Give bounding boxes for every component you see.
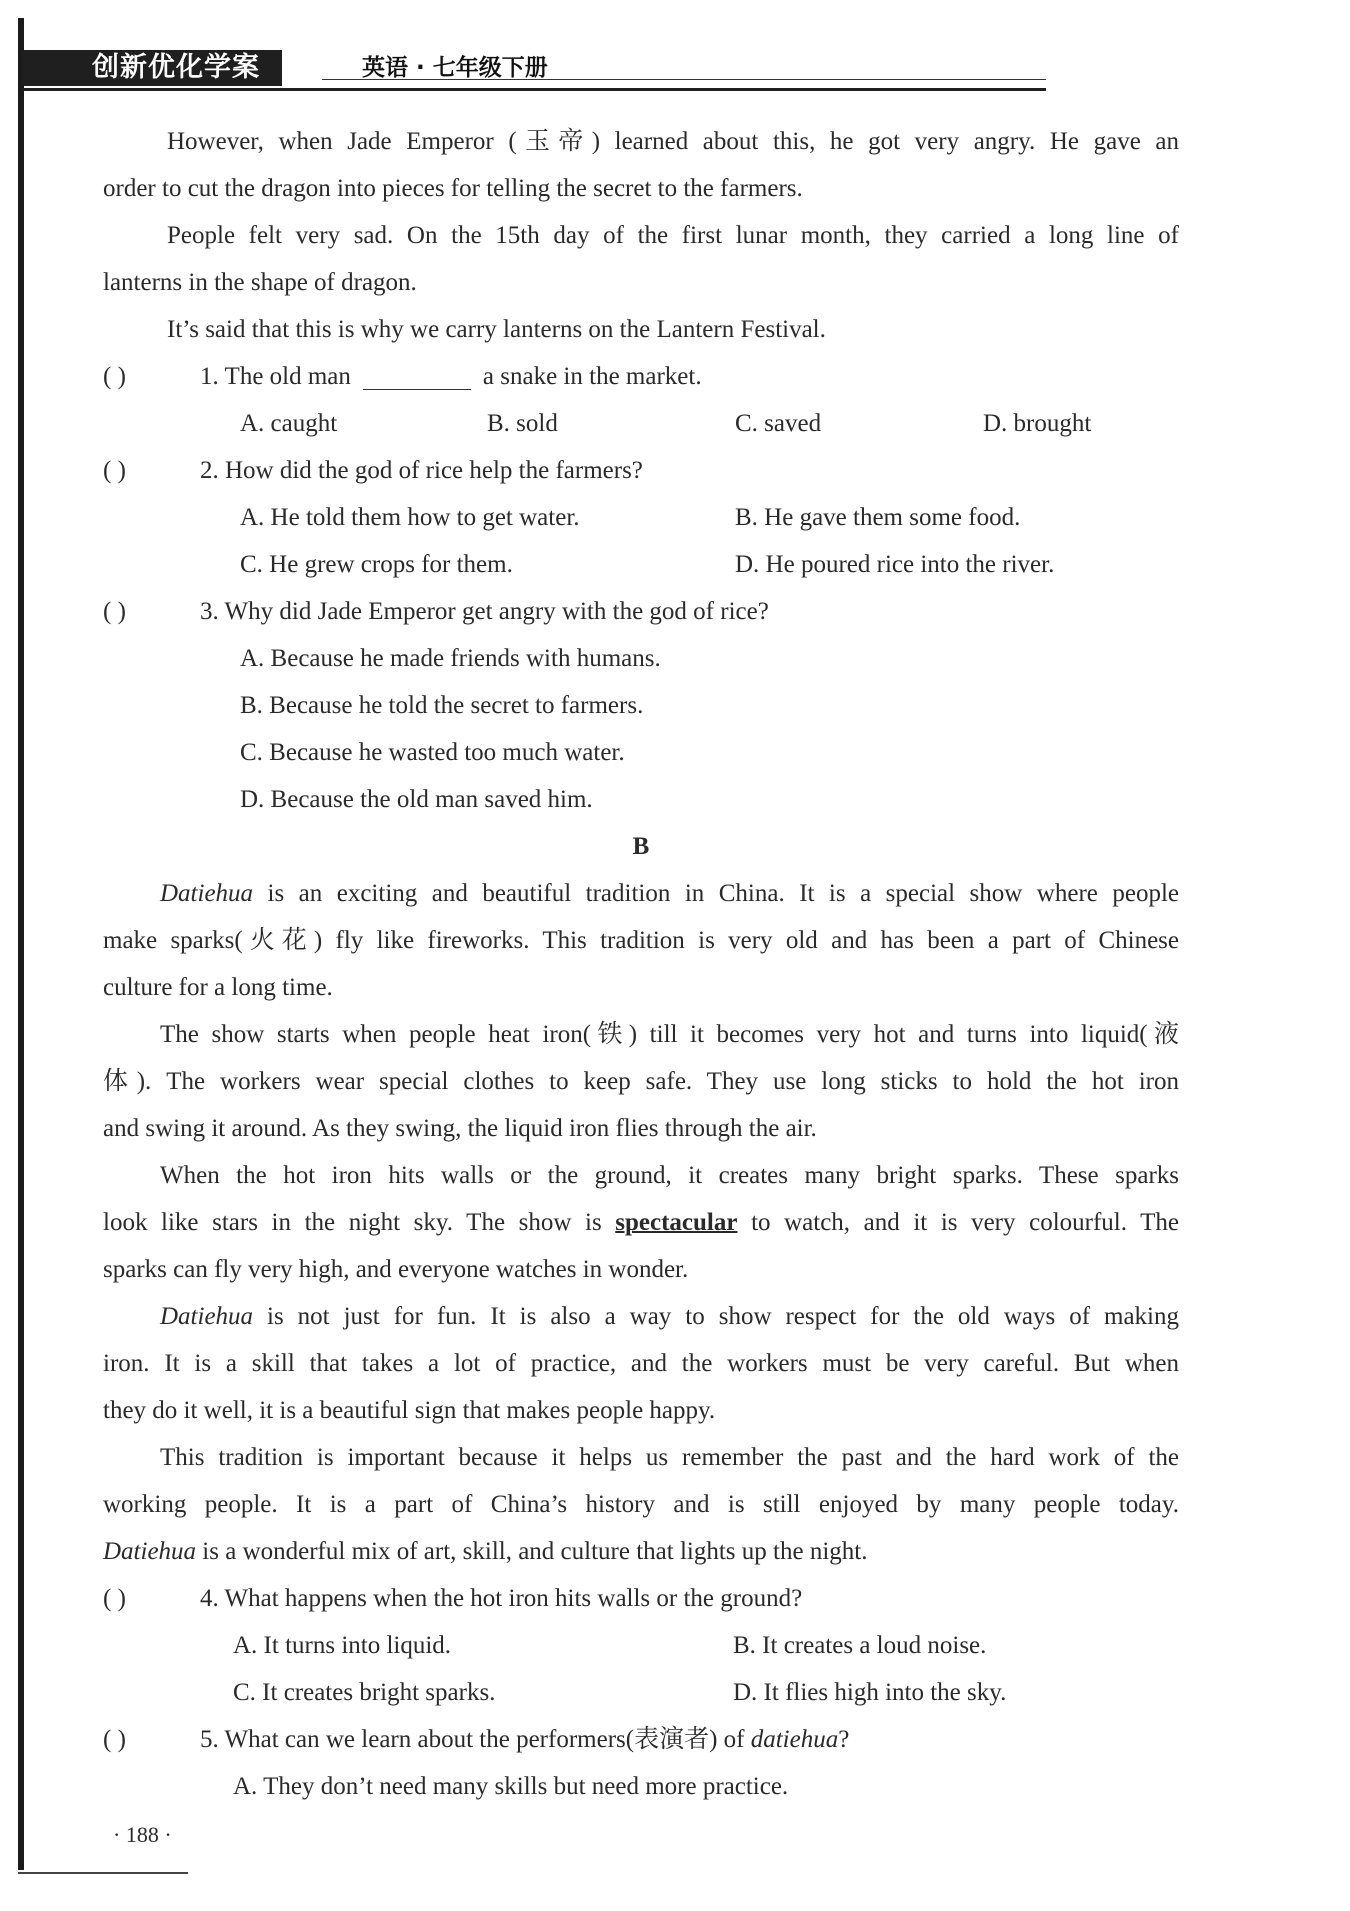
- highlighted-word: spectacular: [615, 1209, 738, 1236]
- passage-line: The show starts when people heat iron(铁) till it becomes very hot and turns into liquid(液: [160, 1021, 1179, 1048]
- option-d[interactable]: D. Because the old man saved him.: [240, 786, 593, 813]
- passage-line: they do it well, it is a beautiful sign that makes people happy.: [103, 1397, 716, 1424]
- section-title: B: [632, 833, 650, 860]
- italic-term: datiehua: [750, 1726, 839, 1753]
- series-brand: 创新优化学案: [22, 50, 282, 86]
- answer-bracket[interactable]: ( ): [103, 598, 126, 625]
- passage-line: [103, 870, 1179, 917]
- answer-bracket[interactable]: ( ): [103, 457, 126, 484]
- question-stem-end: a snake in the market.: [482, 363, 702, 390]
- answer-bracket[interactable]: ( ): [103, 363, 126, 390]
- options-row: [103, 1622, 1243, 1669]
- passage-line: [103, 1293, 1179, 1340]
- options-row: [103, 682, 1243, 729]
- option-b[interactable]: B. Because he told the secret to farmers.: [240, 692, 644, 719]
- line-text: is not just for fun. It is also a way to show respect for the old ways of making: [253, 1303, 1179, 1330]
- option-d[interactable]: D. brought: [983, 410, 1092, 437]
- option-c[interactable]: C. saved: [735, 410, 822, 437]
- italic-term: Datiehua: [103, 1538, 197, 1565]
- question-stem: 3. Why did Jade Emperor get angry with the god of rice?: [200, 598, 769, 625]
- option-c[interactable]: C. He grew crops for them.: [240, 551, 513, 578]
- option-a[interactable]: A. It turns into liquid.: [233, 1632, 452, 1659]
- option-d[interactable]: D. It flies high into the sky.: [733, 1679, 1007, 1706]
- question-stem-end: ?: [838, 1726, 850, 1753]
- passage-line: [103, 1528, 1243, 1575]
- option-a[interactable]: A. Because he made friends with humans.: [240, 645, 661, 672]
- options-row: [103, 635, 1243, 682]
- option-b[interactable]: B. It creates a loud noise.: [733, 1632, 987, 1659]
- binding-edge: [18, 18, 24, 1870]
- passage-line: lanterns in the shape of dragon.: [103, 269, 417, 296]
- line-text: is an exciting and beautiful tradition in China. It is a special show where people: [253, 880, 1179, 907]
- answer-bracket[interactable]: ( ): [103, 1585, 126, 1612]
- options-row: [103, 729, 1243, 776]
- option-a[interactable]: A. He told them how to get water.: [240, 504, 580, 531]
- page-header: [22, 50, 1046, 94]
- option-a[interactable]: A. They don’t need many skills but need more practice.: [233, 1773, 789, 1800]
- passage-line: culture for a long time.: [103, 974, 333, 1001]
- subject-title: 英语 · 七年级下册: [362, 55, 548, 81]
- option-b[interactable]: B. sold: [487, 410, 558, 437]
- question-3: [103, 588, 1243, 635]
- footer-rule: [18, 1872, 188, 1874]
- option-d[interactable]: D. He poured rice into the river.: [735, 551, 1055, 578]
- passage-line: [103, 1199, 1179, 1246]
- line-text: to watch, and it is very colourful. The: [737, 1209, 1179, 1236]
- passage-line: make sparks(火花) fly like fireworks. This tradition is very old and has been a part of Chinese: [103, 927, 1179, 954]
- page-number: · 188 ·: [113, 1822, 172, 1847]
- question-stem: 5. What can we learn about the performers(表演者) of: [200, 1726, 751, 1753]
- option-c[interactable]: C. Because he wasted too much water.: [240, 739, 625, 766]
- passage-line: iron. It is a skill that takes a lot of practice, and the workers must be very careful. But when: [103, 1350, 1179, 1377]
- line-text: is a wonderful mix of art, skill, and culture that lights up the night.: [196, 1538, 868, 1565]
- options-row: [103, 776, 1243, 823]
- italic-term: Datiehua: [160, 880, 254, 907]
- passage-line: However, when Jade Emperor (玉帝) learned about this, he got very angry. He gave an: [167, 128, 1179, 155]
- answer-bracket[interactable]: ( ): [103, 1726, 126, 1753]
- question-1: [103, 353, 1243, 400]
- options-row: [103, 1763, 1243, 1810]
- passage-line: working people. It is a part of China’s history and is still enjoyed by many people today.: [103, 1491, 1179, 1518]
- options-row: [103, 1669, 1243, 1716]
- option-c[interactable]: C. It creates bright sparks.: [233, 1679, 496, 1706]
- passage-line: People felt very sad. On the 15th day of the first lunar month, they carried a long line of: [167, 222, 1179, 249]
- italic-term: Datiehua: [160, 1303, 254, 1330]
- options-row: [103, 400, 1243, 447]
- passage-line: order to cut the dragon into pieces for telling the secret to the farmers.: [103, 175, 803, 202]
- question-2: [103, 447, 1243, 494]
- question-5: [103, 1716, 1243, 1763]
- header-rule: [22, 88, 1046, 91]
- line-text: look like stars in the night sky. The show is: [103, 1209, 616, 1236]
- passage-line: sparks can fly very high, and everyone watches in wonder.: [103, 1256, 689, 1283]
- question-stem: 1. The old man: [200, 363, 351, 390]
- passage-line: 体). The workers wear special clothes to keep safe. They use long sticks to hold the hot iron: [103, 1068, 1179, 1095]
- option-b[interactable]: B. He gave them some food.: [735, 504, 1021, 531]
- fill-blank[interactable]: [363, 361, 471, 390]
- question-4: [103, 1575, 1243, 1622]
- question-stem: 4. What happens when the hot iron hits walls or the ground?: [200, 1585, 803, 1612]
- options-row: [103, 494, 1243, 541]
- passage-line: This tradition is important because it helps us remember the past and the hard work of the: [160, 1444, 1179, 1471]
- options-row: [103, 541, 1243, 588]
- passage-line: and swing it around. As they swing, the liquid iron flies through the air.: [103, 1115, 817, 1142]
- option-a[interactable]: A. caught: [240, 410, 338, 437]
- question-stem: 2. How did the god of rice help the farmers?: [200, 457, 643, 484]
- passage-line: When the hot iron hits walls or the ground, it creates many bright sparks. These sparks: [160, 1162, 1179, 1189]
- passage-line: It’s said that this is why we carry lanterns on the Lantern Festival.: [167, 316, 826, 343]
- page-content: [103, 118, 1243, 1810]
